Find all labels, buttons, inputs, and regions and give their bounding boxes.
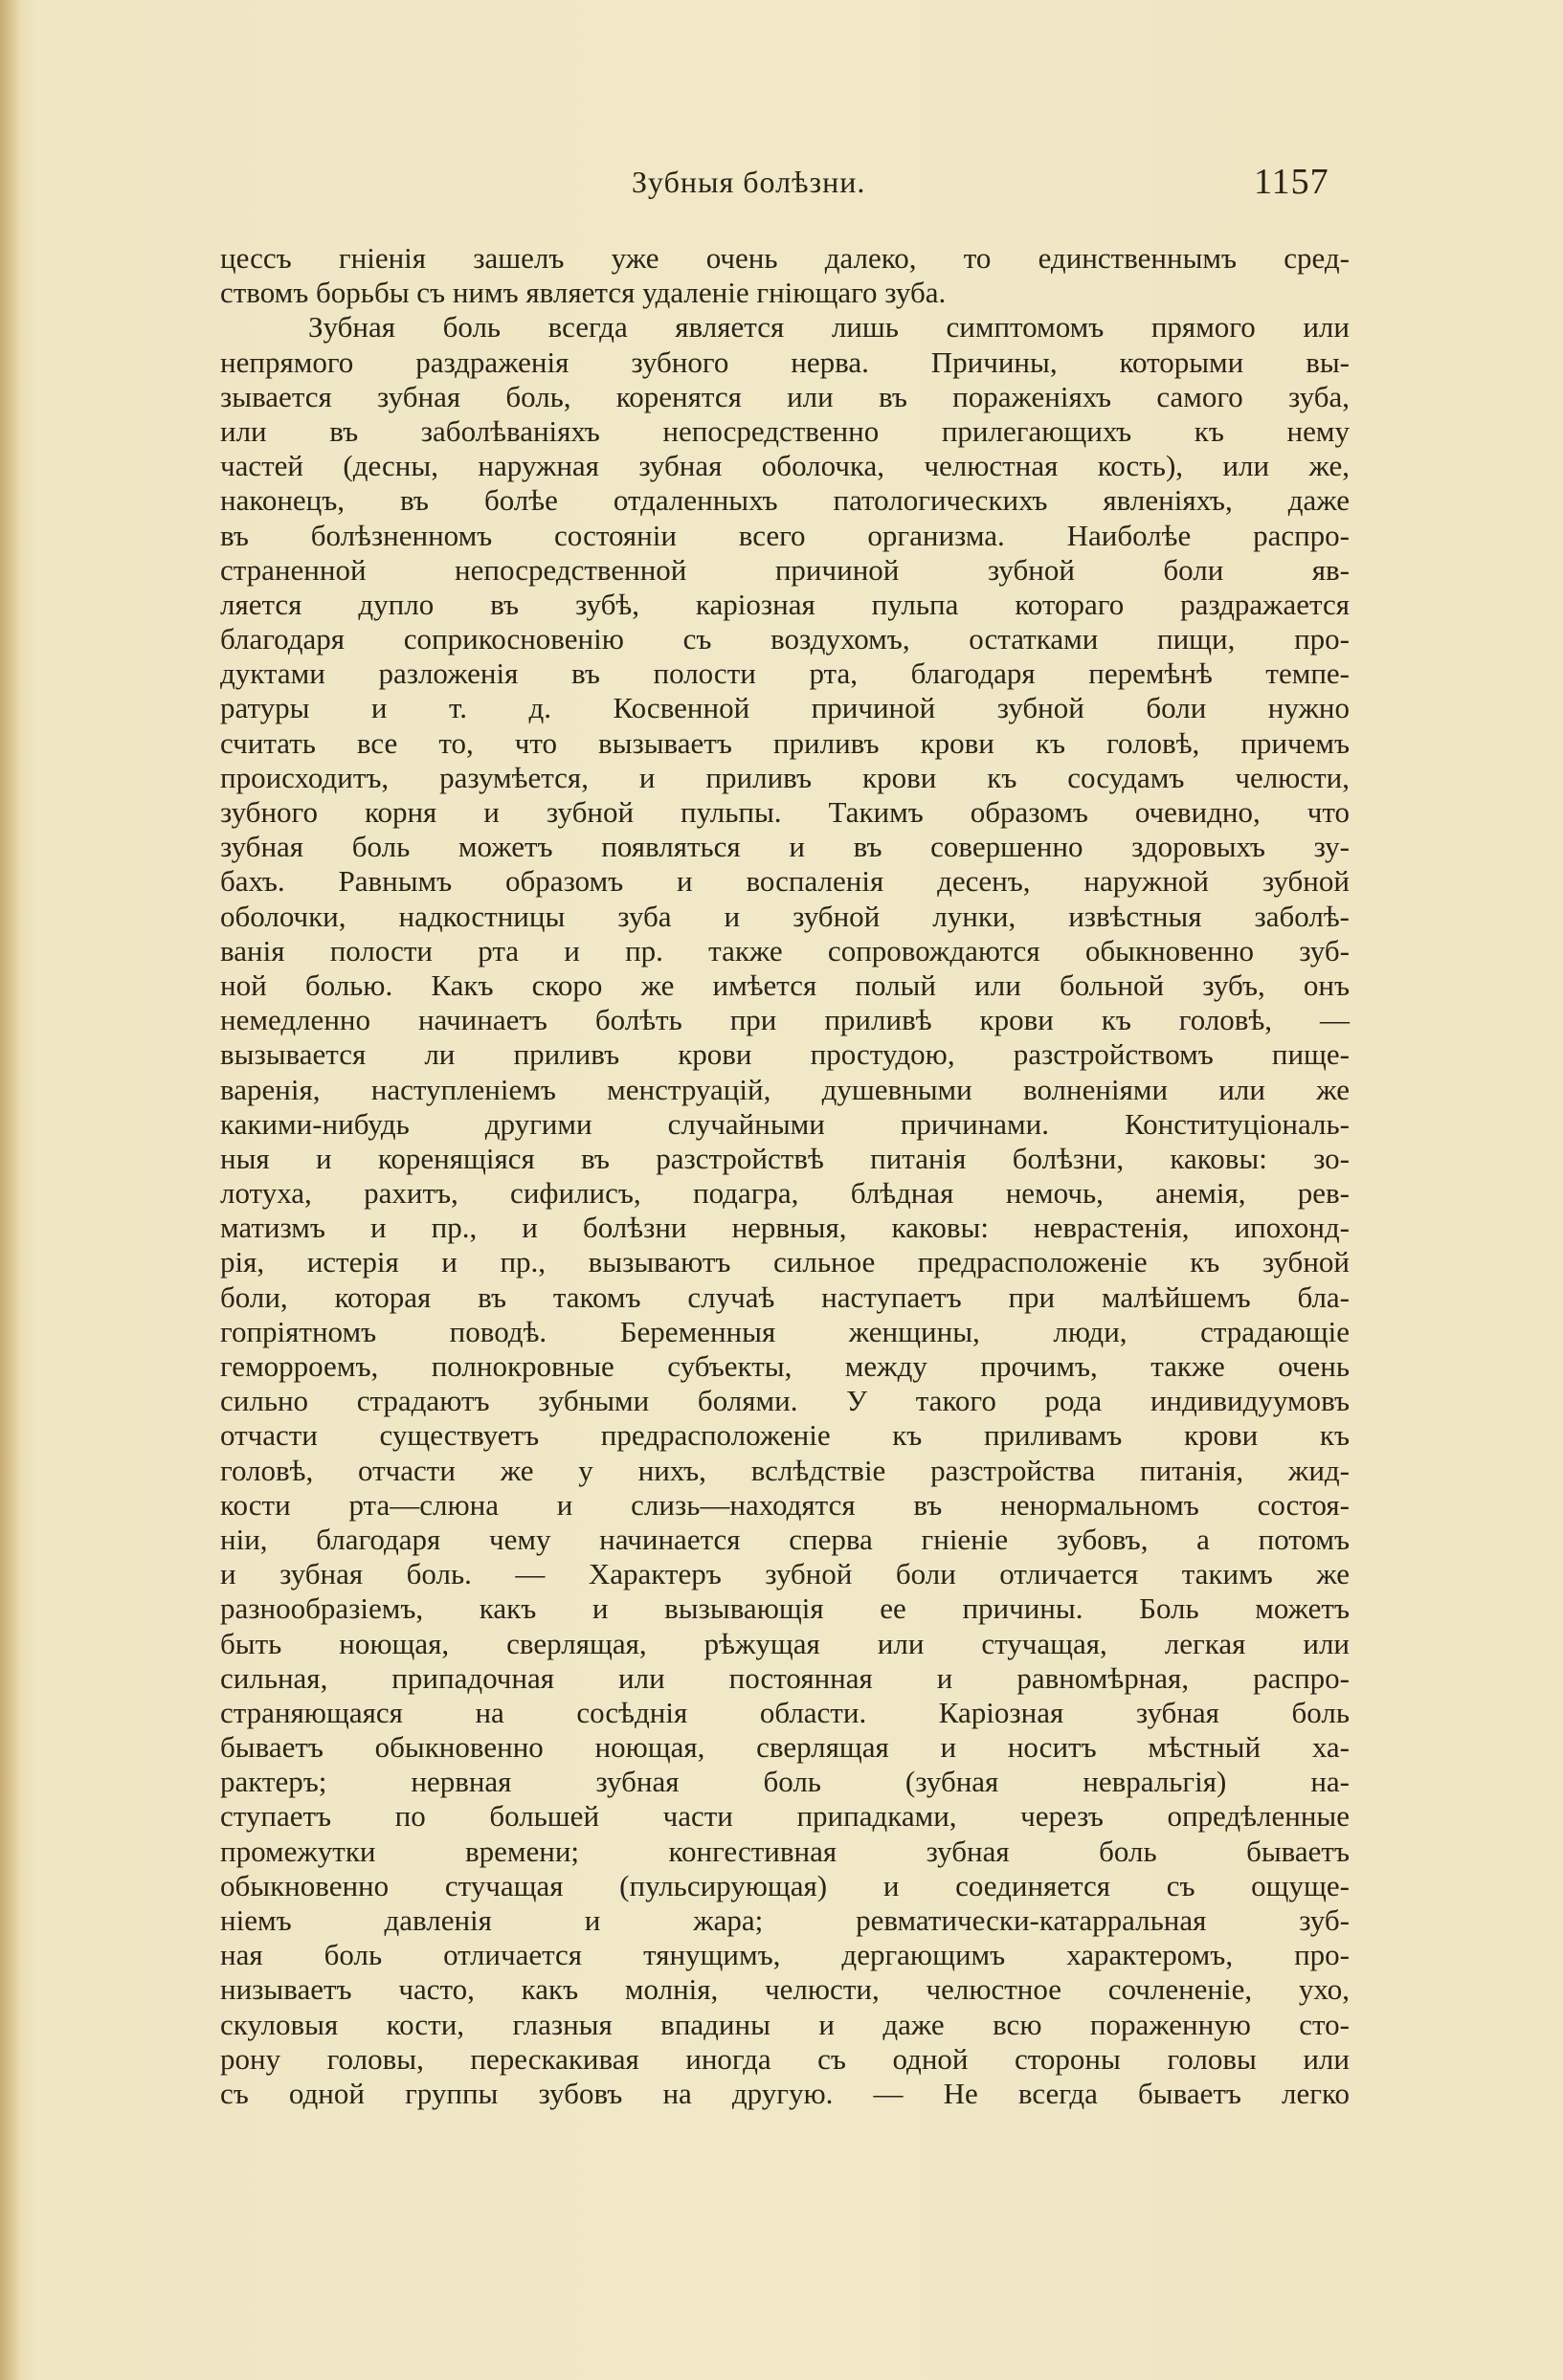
text-line: разнообразіемъ, какъ и вызывающія ее причины. Боль можетъ [220,1591,1350,1626]
text-line: оболочки, надкостницы зуба и зубной лунки, извѣстныя заболѣ- [220,899,1350,933]
page-number: 1157 [1254,162,1329,202]
text-line: какими-нибудь другими случайными причинами. Конституціональ- [220,1106,1350,1141]
text-line: бахъ. Равнымъ образомъ и воспаленія деcенъ, наружной зубной [220,864,1350,899]
text-line [220,2111,1350,2146]
text-line: матизмъ и пр., и болѣзни нервныя, каковы: неврастенія, ипохонд- [220,1211,1350,1245]
body-text [220,241,1350,2146]
text-line: скуловыя кости, глазныя впадины и даже всю пораженную сто- [220,2007,1350,2041]
text-line: обыкновенно стучащая (пульсирующая) и соединяется съ ощуще- [220,1868,1350,1902]
text-line: наконецъ, въ болѣе отдаленныхъ патологическихъ явленіяхъ, даже [220,483,1350,518]
text-line: зубная боль можетъ появляться и въ совершенно здоровыхъ зу- [220,830,1350,864]
text-line: въ болѣзненномъ состояніи всего организма. Наиболѣе распро- [220,518,1350,552]
text-line: страненной непосредственной причиной зубной боли яв- [220,552,1350,587]
text-line: боли, которая въ такомъ случаѣ наступаетъ при малѣйшемъ бла- [220,1279,1350,1314]
text-line: благодаря соприкосновенію съ воздухомъ, остатками пищи, про- [220,622,1350,656]
text-line: отчасти существуетъ предрасположеніе къ приливамъ крови къ [220,1418,1350,1453]
text-line: ступаетъ по большей части припадками, черезъ опредѣленные [220,1799,1350,1834]
text-line: ніи, благодаря чему начинается сперва гніеніе зубовъ, а потомъ [220,1522,1350,1556]
text-line: быть ноющая, сверлящая, рѣжущая или стучащая, легкая или [220,1626,1350,1660]
text-line: зывается зубная боль, коренятся или въ пораженіяхъ самого зуба, [220,379,1350,413]
text-line: геморроемъ, полнокровные субъекты, между прочимъ, также очень [220,1349,1350,1383]
text-line: ствомъ борьбы съ нимъ является удаленіе гніющаго зуба. [220,276,947,310]
text-line: страняющаяся на сосѣднія области. Каріозная зубная боль [220,1695,1350,1729]
text-line: рону головы, перескакивая иногда съ одной стороны головы или [220,2041,1350,2076]
text-line: кости рта—слюна и слизь—находятся въ ненормальномъ состоя- [220,1487,1350,1522]
text-line: лотуха, рахитъ, сифилисъ, подагра, блѣдная немочь, анемія, рев- [220,1176,1350,1211]
text-line: цессъ гніенія зашелъ уже очень далеко, то единственнымъ сред- [220,241,1350,275]
text-line: вызывается ли приливъ крови простудою, разстройствомъ пище- [220,1037,1350,1072]
text-line: ніемъ давленія и жара; ревматически-катарральная зуб- [220,1903,1350,1937]
text-line: Зубная боль всегда является лишь симптомомъ прямого или [308,310,1350,345]
page-edge-shadow [0,0,21,2380]
text-line: ная боль отличается тянущимъ, дергающимъ характеромъ, про- [220,1938,1350,1972]
text-line: бываетъ обыкновенно ноющая, сверлящая и носитъ мѣстный ха- [220,1730,1350,1765]
text-line: варенія, наступленіемъ менструацій, душевными волненіями или же [220,1072,1350,1106]
text-line: ванія полости рта и пр. также сопровождаются обыкновенно зуб- [220,933,1350,968]
text-line: ратуры и т. д. Косвенной причиной зубной боли нужно [220,691,1350,725]
text-line: ныя и коренящіяся въ разстройствѣ питанія болѣзни, каковы: зо- [220,1141,1350,1175]
text-line: рактеръ; нервная зубная боль (зубная невральгія) на- [220,1765,1350,1799]
text-line: сильная, припадочная или постоянная и равномѣрная, распро- [220,1660,1350,1695]
text-line: зубного корня и зубной пульпы. Такимъ образомъ очевидно, что [220,795,1350,829]
running-head: Зубныя болѣзни. [632,165,866,199]
text-line: съ одной группы зубовъ на другую. — Не всегда бываетъ легко [220,2076,1350,2110]
text-line: частей (десны, наружная зубная оболочка, челюстная кость), или же, [220,449,1350,483]
text-line: ной болью. Какъ скоро же имѣется полый или больной зубъ, онъ [220,968,1350,1002]
text-line: немедленно начинаетъ болѣть при приливѣ крови къ головѣ, — [220,1003,1350,1037]
text-line: сильно страдаютъ зубными болями. У такого рода индивидуумовъ [220,1384,1350,1418]
text-line: происходитъ, разумѣется, и приливъ крови къ сосудамъ челюсти, [220,760,1350,794]
text-line: низываетъ часто, какъ молнія, челюсти, челюстное сочлененіе, ухо, [220,1972,1350,2007]
text-line: ляется дупло въ зубѣ, каріозная пульпа котораго раздражается [220,587,1350,621]
text-line: непрямого раздраженія зубного нерва. Причины, которыми вы- [220,345,1350,379]
text-line: и зубная боль. — Характеръ зубной боли отличается такимъ же [220,1557,1350,1591]
text-line: гопріятномъ поводѣ. Беременныя женщины, люди, страдающіе [220,1314,1350,1348]
text-line: головѣ, отчасти же у нихъ, вслѣдствіе разстройства питанія, жид- [220,1453,1350,1487]
text-line: дуктами разложенія въ полости рта, благодаря перемѣнѣ темпе- [220,656,1350,691]
text-line: или въ заболѣваніяхъ непосредственно прилегающихъ къ нему [220,413,1350,448]
text-line: считать все то, что вызываетъ приливъ крови къ головѣ, причемъ [220,725,1350,760]
text-line: рія, истерія и пр., вызываютъ сильное предрасположеніе къ зубной [220,1245,1350,1279]
text-line: промежутки времени; конгестивная зубная боль бываетъ [220,1834,1350,1868]
